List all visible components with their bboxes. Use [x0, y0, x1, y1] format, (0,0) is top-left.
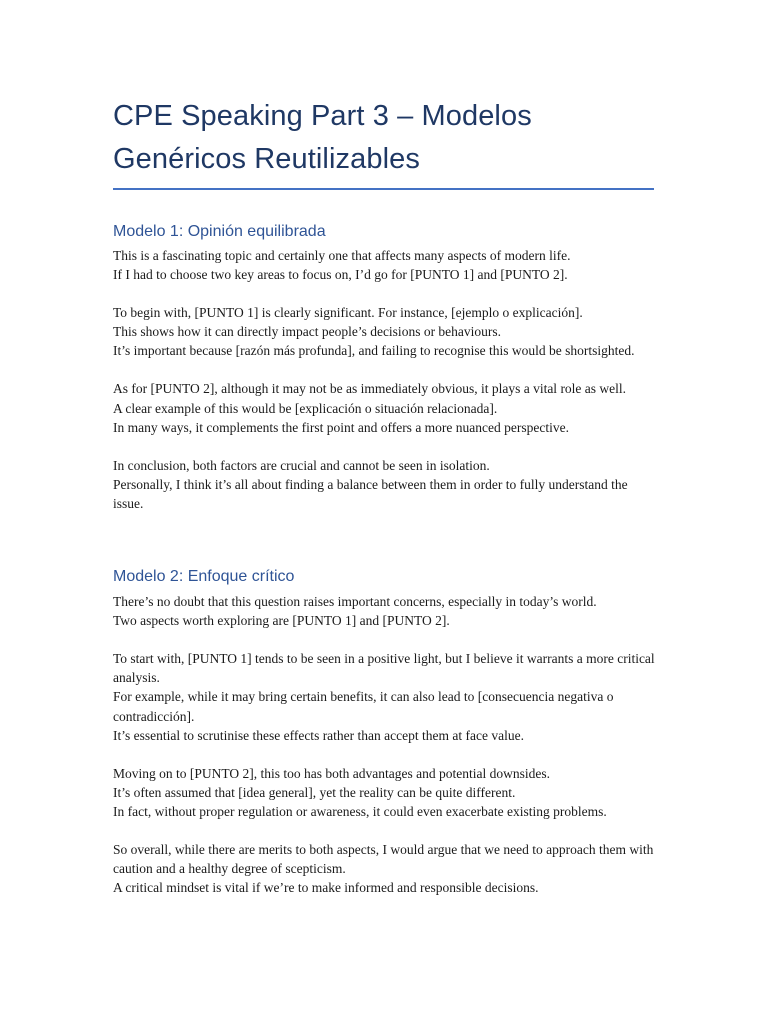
text-line: It’s essential to scrutinise these effects rather than accept them at face value.	[113, 727, 524, 743]
text-line: Moving on to [PUNTO 2], this too has both advantages and potential downsides.	[113, 765, 550, 781]
model-2-paragraph-4	[113, 840, 658, 897]
model-2-paragraph-2	[113, 649, 658, 744]
text-line: This shows how it can directly impact people’s decisions or behaviours.	[113, 324, 502, 340]
model-1-paragraph-1	[113, 246, 658, 284]
text-line: This is a fascinating topic and certainly one that affects many aspects of modern life.	[113, 248, 571, 263]
text-line: It’s important because [razón más profunda], and failing to recognise this would be shortsighted.	[113, 343, 635, 359]
model-2-paragraph-1	[113, 592, 658, 630]
text-line: So overall, while there are merits to both aspects, I would argue that we need to approach them with caution and a healthy degree of scepticism.	[113, 841, 654, 877]
text-line: It’s often assumed that [idea general], yet the reality can be quite different.	[113, 784, 516, 800]
text-line: To start with, [PUNTO 1] tends to be seen in a positive light, but I believe it warrants a more critical analysis.	[113, 651, 655, 686]
text-line: For example, while it may bring certain benefits, it can also lead to [consecuencia negativa o contradicción].	[113, 689, 614, 724]
model-2-section	[113, 566, 658, 897]
text-line: A critical mindset is vital if we’re to make informed and responsible decisions.	[113, 880, 539, 896]
title-line: CPE Speaking Part 3 – Modelos	[113, 100, 532, 132]
title-line: Genéricos Reutilizables	[113, 143, 420, 175]
model-1-heading: Modelo 1: Opinión equilibrada	[113, 223, 326, 240]
text-line: A clear example of this would be [explicación o situación relacionada].	[113, 400, 498, 416]
model-1-paragraph-4	[113, 456, 658, 513]
text-line: To begin with, [PUNTO 1] is clearly significant. For instance, [ejemplo o explicación].	[113, 305, 583, 321]
text-line: There’s no doubt that this question raises important concerns, especially in today’s world.	[113, 594, 597, 610]
text-line: In fact, without proper regulation or awareness, it could even exacerbate existing problems.	[113, 803, 607, 819]
model-2-paragraph-3	[113, 764, 658, 821]
document-title	[113, 0, 658, 181]
text-line: If I had to choose two key areas to focus on, I’d go for [PUNTO 1] and [PUNTO 2].	[113, 267, 568, 283]
document-page	[113, 0, 658, 897]
text-line: As for [PUNTO 2], although it may not be as immediately obvious, it plays a vital role as well.	[113, 381, 627, 397]
model-2-heading: Modelo 2: Enfoque crítico	[113, 568, 295, 586]
text-line: Personally, I think it’s all about finding a balance between them in order to fully understand the issue.	[113, 476, 628, 511]
model-1-paragraph-2	[113, 303, 658, 360]
model-1-section	[113, 221, 658, 513]
text-line: Two aspects worth exploring are [PUNTO 1] and [PUNTO 2].	[113, 613, 450, 629]
model-1-paragraph-3	[113, 379, 658, 436]
text-line: In many ways, it complements the first point and offers a more nuanced perspective.	[113, 419, 569, 435]
text-line: In conclusion, both factors are crucial and cannot be seen in isolation.	[113, 457, 490, 473]
title-underline-divider	[113, 188, 654, 190]
